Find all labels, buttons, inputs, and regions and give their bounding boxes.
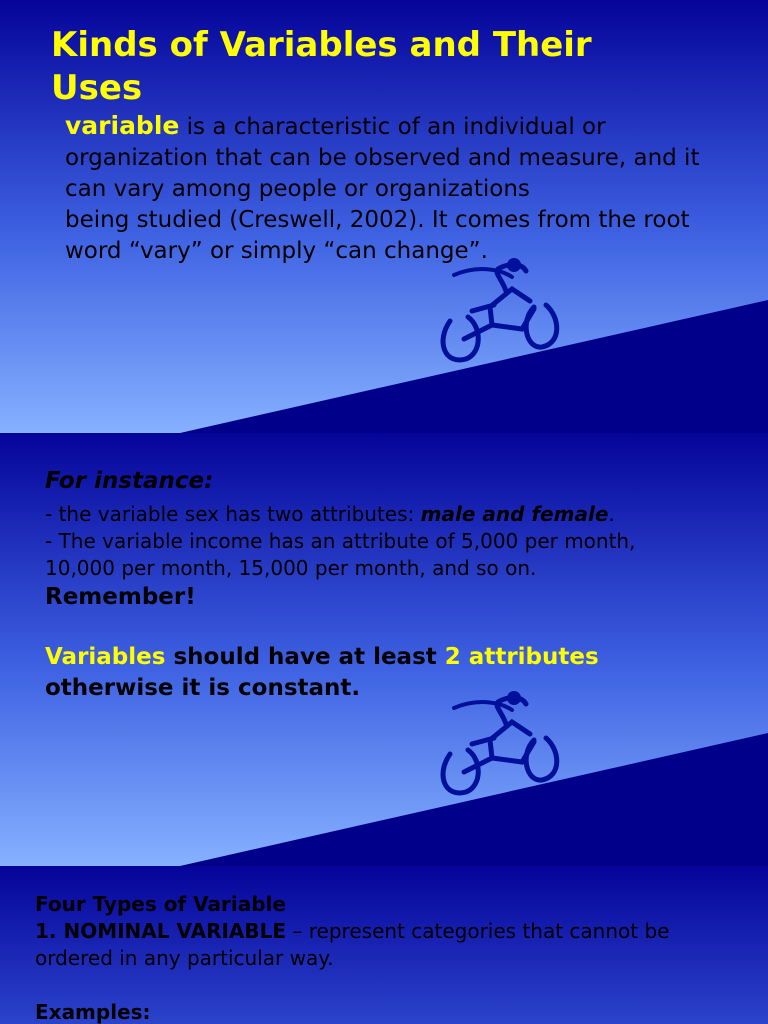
examples-heading: Examples: xyxy=(35,1000,151,1024)
slide-examples xyxy=(0,433,768,866)
variable-definition xyxy=(65,110,705,267)
examples-content xyxy=(45,466,705,704)
cyclist-clipart xyxy=(438,255,564,370)
rule-variables: Variables xyxy=(45,644,166,670)
definition-text: is a characteristic of an individual or organization that can be observed and measure, and it can vary among people or organizations xyxy=(65,114,700,202)
rule-attributes: attributes xyxy=(460,644,599,670)
slide-four-types xyxy=(0,866,768,1024)
definition-continued: being studied (Creswell, 2002). It comes from the root word “vary” or simply “can change”. xyxy=(65,207,690,264)
cyclist-clipart xyxy=(438,688,564,803)
for-instance-heading: For instance: xyxy=(45,468,214,494)
example-sex-text: - the variable sex has two attributes: xyxy=(45,502,421,526)
example-income: - The variable income has an attribute of 5,000 per month, 10,000 per month, 15,000 per month, and so on. xyxy=(45,529,636,580)
slide-variable-definition xyxy=(0,0,768,433)
term-variable: variable xyxy=(65,111,180,140)
nominal-variable xyxy=(35,918,735,972)
attributes-rule xyxy=(45,642,705,704)
remember-heading: Remember! xyxy=(45,584,196,610)
nominal-description: – represent categories that cannot be ordered in any particular way. xyxy=(35,919,670,970)
nominal-label: 1. NOMINAL VARIABLE xyxy=(35,919,287,943)
slide-title: Kinds of Variables and Their Uses xyxy=(51,25,592,108)
example-sex-period: . xyxy=(608,502,615,526)
example-sex-attributes: male and female xyxy=(420,502,609,526)
four-types-heading: Four Types of Variable xyxy=(35,892,286,916)
rule-number: 2 xyxy=(444,644,461,670)
rule-middle: should have at least xyxy=(165,644,445,670)
example-sex xyxy=(45,501,705,528)
rule-end: otherwise it is constant. xyxy=(45,675,361,701)
four-types-content xyxy=(35,891,735,1024)
